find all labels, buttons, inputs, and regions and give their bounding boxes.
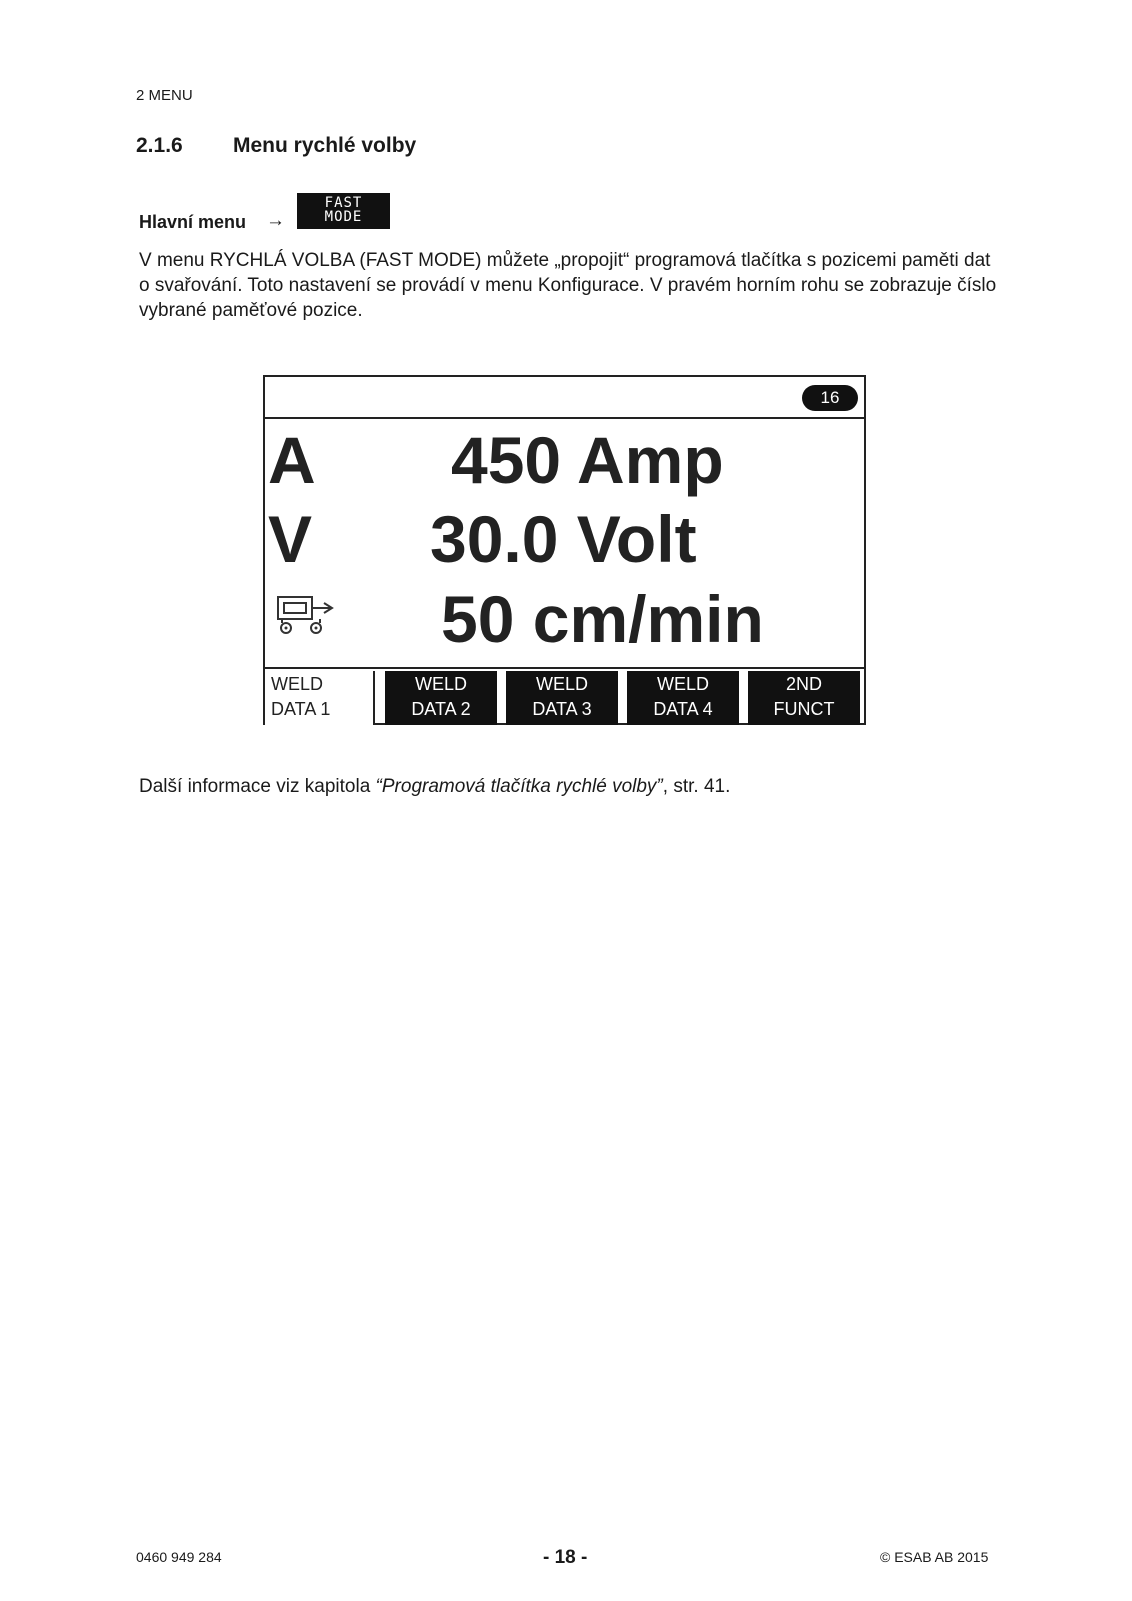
fast-mode-line2: MODE [324, 209, 363, 225]
fast-mode-button-image [297, 193, 390, 229]
more-info-suffix: , str. 41. [662, 776, 731, 797]
softkey-weld-data-1[interactable] [265, 671, 375, 725]
travel-speed-value: 50 cm/min [441, 582, 764, 656]
softkey-bar [265, 667, 864, 725]
chapter-reference[interactable]: “Programová tlačítka rychlé volby” [375, 776, 663, 797]
welding-display [263, 375, 866, 725]
current-value: 450 Amp [451, 423, 724, 497]
section-title: Menu rychlé volby [233, 134, 417, 157]
running-head: 2 MENU [136, 87, 193, 104]
softkey-4-line1: WELD [656, 674, 709, 694]
copyright: © ESAB AB 2015 [880, 1549, 989, 1565]
softkey-2-line1: WELD [414, 674, 467, 694]
current-label: A [268, 423, 316, 497]
softkey-2-line2: DATA 2 [411, 699, 471, 719]
section-number: 2.1.6 [136, 134, 183, 157]
travel-carriage-icon [276, 593, 338, 637]
menu-path-arrow: → [266, 210, 285, 231]
softkey-weld-data-4[interactable] [627, 671, 739, 725]
softkey-3-line2: DATA 3 [532, 699, 592, 719]
voltage-value: 30.0 Volt [430, 502, 697, 576]
page-number: - 18 - [543, 1547, 588, 1568]
more-info-prefix: Další informace viz kapitola [139, 776, 376, 797]
intro-paragraph: V menu RYCHLÁ VOLBA (FAST MODE) můžete „propojit“ programová tlačítka s pozicemi paměti dat o svařování. Toto nastavení se provádí v menu Konfigurace. V pravém horním rohu se zobrazuje číslo vybrané paměťové pozice. [139, 250, 997, 321]
memory-position-badge: 16 [802, 385, 858, 411]
voltage-label: V [268, 502, 313, 576]
menu-path-label: Hlavní menu [139, 212, 247, 232]
softkey-2nd-funct[interactable] [748, 671, 860, 725]
softkey-5-line2: FUNCT [773, 699, 835, 719]
more-info-text [139, 776, 730, 798]
softkey-1-line1: WELD [271, 674, 324, 694]
softkey-5-line1: 2ND [785, 674, 822, 694]
softkey-weld-data-2[interactable] [385, 671, 497, 725]
softkey-3-line1: WELD [535, 674, 588, 694]
softkey-1-line2: DATA 1 [271, 699, 331, 719]
display-status-bar [265, 377, 864, 419]
fast-mode-line1: FAST [324, 195, 363, 211]
softkey-4-line2: DATA 4 [653, 699, 713, 719]
document-number: 0460 949 284 [136, 1549, 222, 1565]
softkey-weld-data-3[interactable] [506, 671, 618, 725]
